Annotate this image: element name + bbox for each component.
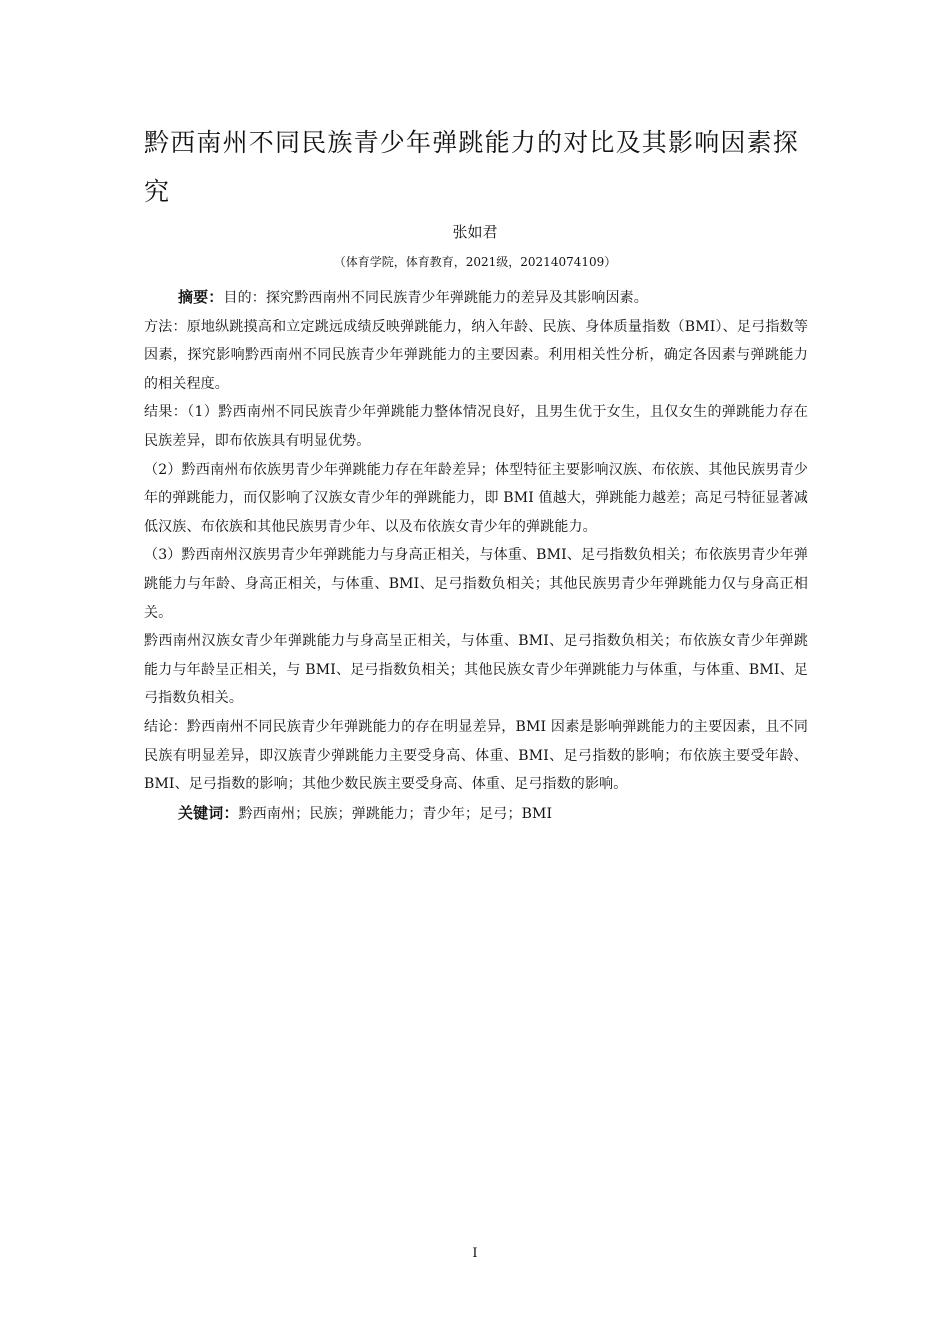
author-affiliation: （体育学院，体育教育，2021级，20214074109） bbox=[333, 255, 617, 269]
conclusion-paragraph: 结论：黔西南州不同民族青少年弹跳能力的存在明显差异，BMI 因素是影响弹跳能力的主要因素，且不同民族有明显差异，即汉族青少弹跳能力主要受身高、体重、BMI、足弓指数的影响；布依族主要受年龄、BMI、足弓指数的影响；其他少数民族主要受身高、体重、足弓指数的影响。 bbox=[144, 718, 808, 793]
abstract-objective-paragraph bbox=[144, 283, 808, 313]
abstract-label: 摘要： bbox=[178, 288, 224, 306]
results-paragraph-2: （2）黔西南州布依族男青少年弹跳能力存在年龄差异；体型特征主要影响汉族、布依族、其他民族男青少年的弹跳能力，而仅影响了汉族女青少年的弹跳能力，即 BMI 值越大，弹跳能力越差；高足弓特征显著减低汉族、布依族和其他民族男青少年、以及布依族女青少年的弹跳能力。 bbox=[144, 461, 808, 535]
keywords-paragraph bbox=[144, 799, 808, 829]
results-paragraph-3: （3）黔西南州汉族男青少年弹跳能力与身高正相关，与体重、BMI、足弓指数负相关；布依族男青少年弹跳能力与年龄、身高正相关，与体重、BMI、足弓指数负相关；其他民族男青少年弹跳能力仅与身高正相关。 bbox=[144, 547, 808, 621]
page-number: I bbox=[472, 1246, 478, 1261]
abstract-section bbox=[144, 283, 808, 828]
keywords-text: 黔西南州；民族；弹跳能力；青少年；足弓；BMI bbox=[238, 805, 553, 822]
results-paragraph-1: 结果：（1）黔西南州不同民族青少年弹跳能力整体情况良好，且男生优于女生，且仅女生的弹跳能力存在民族差异，即布依族具有明显优势。 bbox=[144, 404, 808, 449]
results-paragraph-4: 黔西南州汉族女青少年弹跳能力与身高呈正相关，与体重、BMI、足弓指数负相关；布依族女青少年弹跳能力与年龄呈正相关，与 BMI、足弓指数负相关；其他民族女青少年弹跳能力与体重，与体重、BMI、足弓指数负相关。 bbox=[144, 633, 808, 707]
keywords-label: 关键词： bbox=[178, 803, 239, 822]
abstract-objective-text: 目的：探究黔西南州不同民族青少年弹跳能力的差异及其影响因素。 bbox=[223, 290, 648, 306]
methods-paragraph: 方法：原地纵跳摸高和立定跳远成绩反映弹跳能力，纳入年龄、民族、身体质量指数（BMI）、足弓指数等因素，探究影响黔西南州不同民族青少年弹跳能力的主要因素。利用相关性分析，确定各因素与弹跳能力的相关程度。 bbox=[144, 318, 808, 392]
paper-title: 黔西南州不同民族青少年弹跳能力的对比及其影响因素探究 bbox=[144, 128, 800, 206]
author-name: 张如君 bbox=[452, 223, 498, 241]
